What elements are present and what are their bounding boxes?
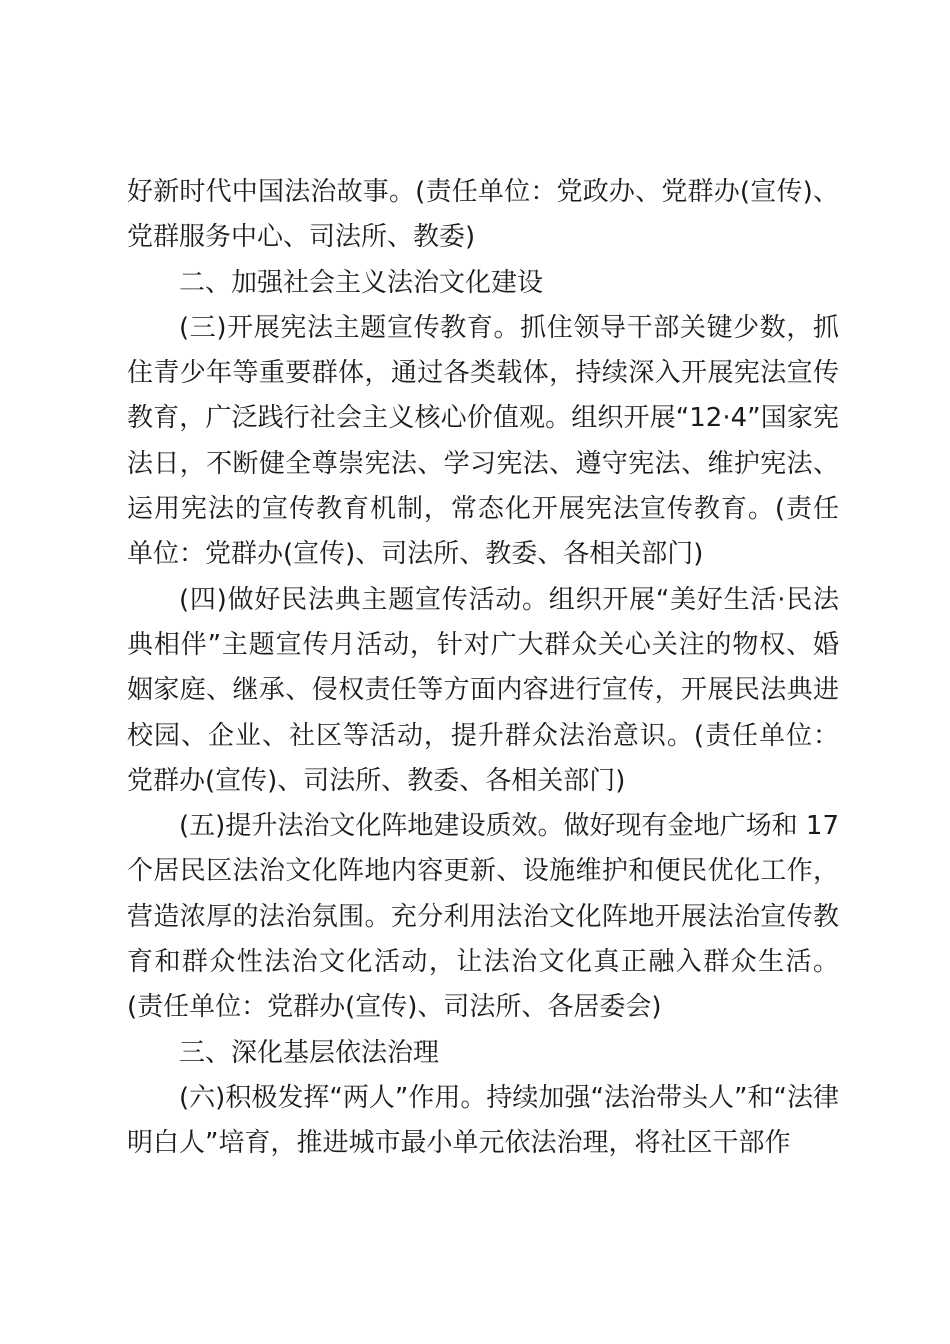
- document-body: [127, 170, 839, 1167]
- paragraph-item-3: (三)开展宪法主题宣传教育。抓住领导干部关键少数，抓住青少年等重要群体，通过各类载体，持续深入开展宪法宣传教育，广泛践行社会主义核心价值观。组织开展“12·4”国家宪法日，不断健全尊崇宪法、学习宪法、遵守宪法、维护宪法、运用宪法的宣传教育机制，常态化开展宪法宣传教育。(责任单位：党群办(宣传)、司法所、教委、各相关部门): [127, 312, 839, 570]
- section-heading-3: 三、深化基层依法治理: [179, 1037, 440, 1068]
- paragraph-item-4: (四)做好民法典主题宣传活动。组织开展“美好生活·民法典相伴”主题宣传月活动，针对广大群众关心关注的物权、婚姻家庭、继承、侵权责任等方面内容进行宣传，开展民法典进校园、企业、社区等活动，提升群众法治意识。(责任单位：党群办(宣传)、司法所、教委、各相关部门): [127, 584, 839, 796]
- section-heading-2: 二、加强社会主义法治文化建设: [179, 267, 544, 298]
- paragraph-item-6: (六)积极发挥“两人”作用。持续加强“法治带头人”和“法律明白人”培育，推进城市最小单元依法治理，将社区干部作: [127, 1082, 839, 1159]
- paragraph-continuation: 好新时代中国法治故事。(责任单位：党政办、党群办(宣传)、党群服务中心、司法所、教委): [127, 177, 839, 253]
- paragraph-item-5: (五)提升法治文化阵地建设质效。做好现有金地广场和 17 个居民区法治文化阵地内容更新、设施维护和便民优化工作，营造浓厚的法治氛围。充分利用法治文化阵地开展法治宣传教育和群众性法治文化活动，让法治文化真正融入群众生活。(责任单位：党群办(宣传)、司法所、各居委会): [127, 811, 839, 1023]
